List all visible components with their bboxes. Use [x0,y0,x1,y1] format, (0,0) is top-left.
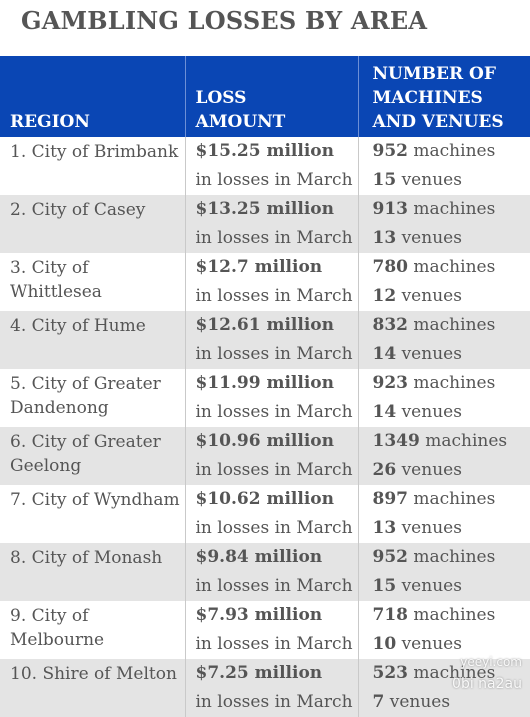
table-row [0,195,530,253]
loss-amount: $9.84 million [195,547,323,567]
venues-count: 7 [372,692,385,712]
machines-label: machines [408,663,496,683]
machines-cell [358,195,530,253]
venues-label: venues [396,170,462,190]
machines-count: 523 [372,663,408,683]
region-name: 5. City of Greater Dandenong [10,374,161,418]
table-row [0,311,530,369]
loss-amount: $10.62 million [195,489,334,509]
region-cell [0,311,185,369]
table-row [0,369,530,427]
venues-count: 14 [372,344,397,364]
venues-line [373,340,527,369]
machines-cell [358,543,530,601]
loss-cell [185,427,358,485]
loss-period: in losses in March [195,460,353,480]
venues-count: 15 [372,576,397,596]
machines-cell [358,601,530,659]
region-cell [0,659,185,717]
table-row [0,137,530,195]
region-cell [0,253,185,311]
venues-count: 13 [372,228,397,248]
venues-label: venues [396,286,462,306]
machines-count: 923 [372,373,408,393]
machines-label: machines [408,547,496,567]
machines-count: 952 [372,141,408,161]
machines-line [373,485,527,514]
region-cell [0,601,185,659]
watermark-2: 0bi na2au [452,676,522,692]
machines-count: 718 [372,605,408,625]
venues-count: 26 [372,460,397,480]
venues-label: venues [396,460,462,480]
loss-cell [185,601,358,659]
venues-label: venues [396,402,462,422]
venues-label: venues [396,576,462,596]
venues-count: 12 [372,286,397,306]
venues-label: venues [396,228,462,248]
machines-line [373,601,527,630]
venues-line [373,224,527,253]
table-row [0,485,530,543]
venues-line [373,282,527,311]
venues-count: 15 [372,170,397,190]
machines-cell [358,485,530,543]
region-name: 1. City of Brimbank [10,142,179,162]
machines-label: machines [419,431,508,451]
venues-count: 14 [372,402,397,422]
loss-cell [185,659,358,717]
venues-line [373,166,527,195]
machines-label: machines [408,489,496,509]
machines-label: machines [408,141,496,161]
region-name: 2. City of Casey [10,200,146,220]
machines-cell [358,137,530,195]
table-row [0,659,530,717]
venues-count: 13 [372,518,397,538]
loss-amount: $10.96 million [195,431,334,451]
region-cell [0,543,185,601]
region-name: 4. City of Hume [10,316,146,336]
loss-period: in losses in March [195,228,353,248]
region-name: 7. City of Wyndham [10,490,180,510]
machines-line [373,195,527,224]
venues-line [373,514,527,543]
machines-line [373,659,527,688]
venues-label: venues [396,634,462,654]
loss-cell [185,369,358,427]
machines-label: machines [408,199,496,219]
loss-amount: $7.93 million [195,605,323,625]
region-name: 6. City of Greater Geelong [10,432,161,476]
table-body [0,137,530,717]
header-loss-amount: LOSS AMOUNT [185,56,358,137]
title-spacer [0,44,530,56]
loss-cell [185,253,358,311]
loss-cell [185,485,358,543]
region-name: 9. City of Melbourne [10,606,105,650]
machines-label: machines [408,373,496,393]
table-row [0,543,530,601]
machines-cell [358,311,530,369]
watermark: yeeyi.com [460,655,522,669]
machines-cell [358,427,530,485]
venues-line [373,572,527,601]
loss-period: in losses in March [195,692,353,712]
loss-period: in losses in March [195,170,353,190]
machines-count: 780 [372,257,408,277]
table-row [0,253,530,311]
region-name: 10. Shire of Melton [10,664,177,684]
machines-count: 897 [372,489,408,509]
loss-amount: $15.25 million [195,141,334,161]
loss-amount: $13.25 million [195,199,334,219]
header-machines-venues: NUMBER OF MACHINES AND VENUES [358,56,530,137]
machines-cell [358,253,530,311]
machines-cell [358,659,530,717]
machines-line [373,369,527,398]
losses-table [0,56,530,717]
loss-amount: $7.25 million [195,663,323,683]
loss-amount: $12.7 million [195,257,323,277]
machines-line [373,427,527,456]
venues-label: venues [396,518,462,538]
table-row [0,601,530,659]
machines-label: machines [408,605,496,625]
machines-line [373,311,527,340]
machines-line [373,253,527,282]
loss-amount: $12.61 million [195,315,334,335]
machines-count: 952 [372,547,408,567]
machines-label: machines [408,257,496,277]
loss-period: in losses in March [195,634,353,654]
region-name: 3. City of Whittlesea [10,258,102,302]
venues-line [373,456,527,485]
loss-amount: $11.99 million [195,373,334,393]
loss-period: in losses in March [195,402,353,422]
machines-count: 1349 [372,431,420,451]
region-cell [0,137,185,195]
loss-cell [185,137,358,195]
loss-cell [185,311,358,369]
machines-cell [358,369,530,427]
machines-line [373,543,527,572]
region-cell [0,427,185,485]
venues-label: venues [396,344,462,364]
loss-period: in losses in March [195,576,353,596]
loss-period: in losses in March [195,518,353,538]
table-row [0,427,530,485]
machines-label: machines [408,315,496,335]
page-title: GAMBLING LOSSES BY AREA [21,6,428,35]
region-name: 8. City of Monash [10,548,163,568]
region-cell [0,369,185,427]
region-cell [0,485,185,543]
loss-period: in losses in March [195,344,353,364]
machines-line [373,137,527,166]
machines-count: 832 [372,315,408,335]
venues-count: 10 [372,634,397,654]
venues-line [373,398,527,427]
venues-line [373,630,527,659]
loss-cell [185,543,358,601]
machines-count: 913 [372,199,408,219]
loss-cell [185,195,358,253]
loss-period: in losses in March [195,286,353,306]
venues-label: venues [384,692,451,712]
header-row [0,56,530,137]
region-cell [0,195,185,253]
header-region: REGION [0,56,185,137]
